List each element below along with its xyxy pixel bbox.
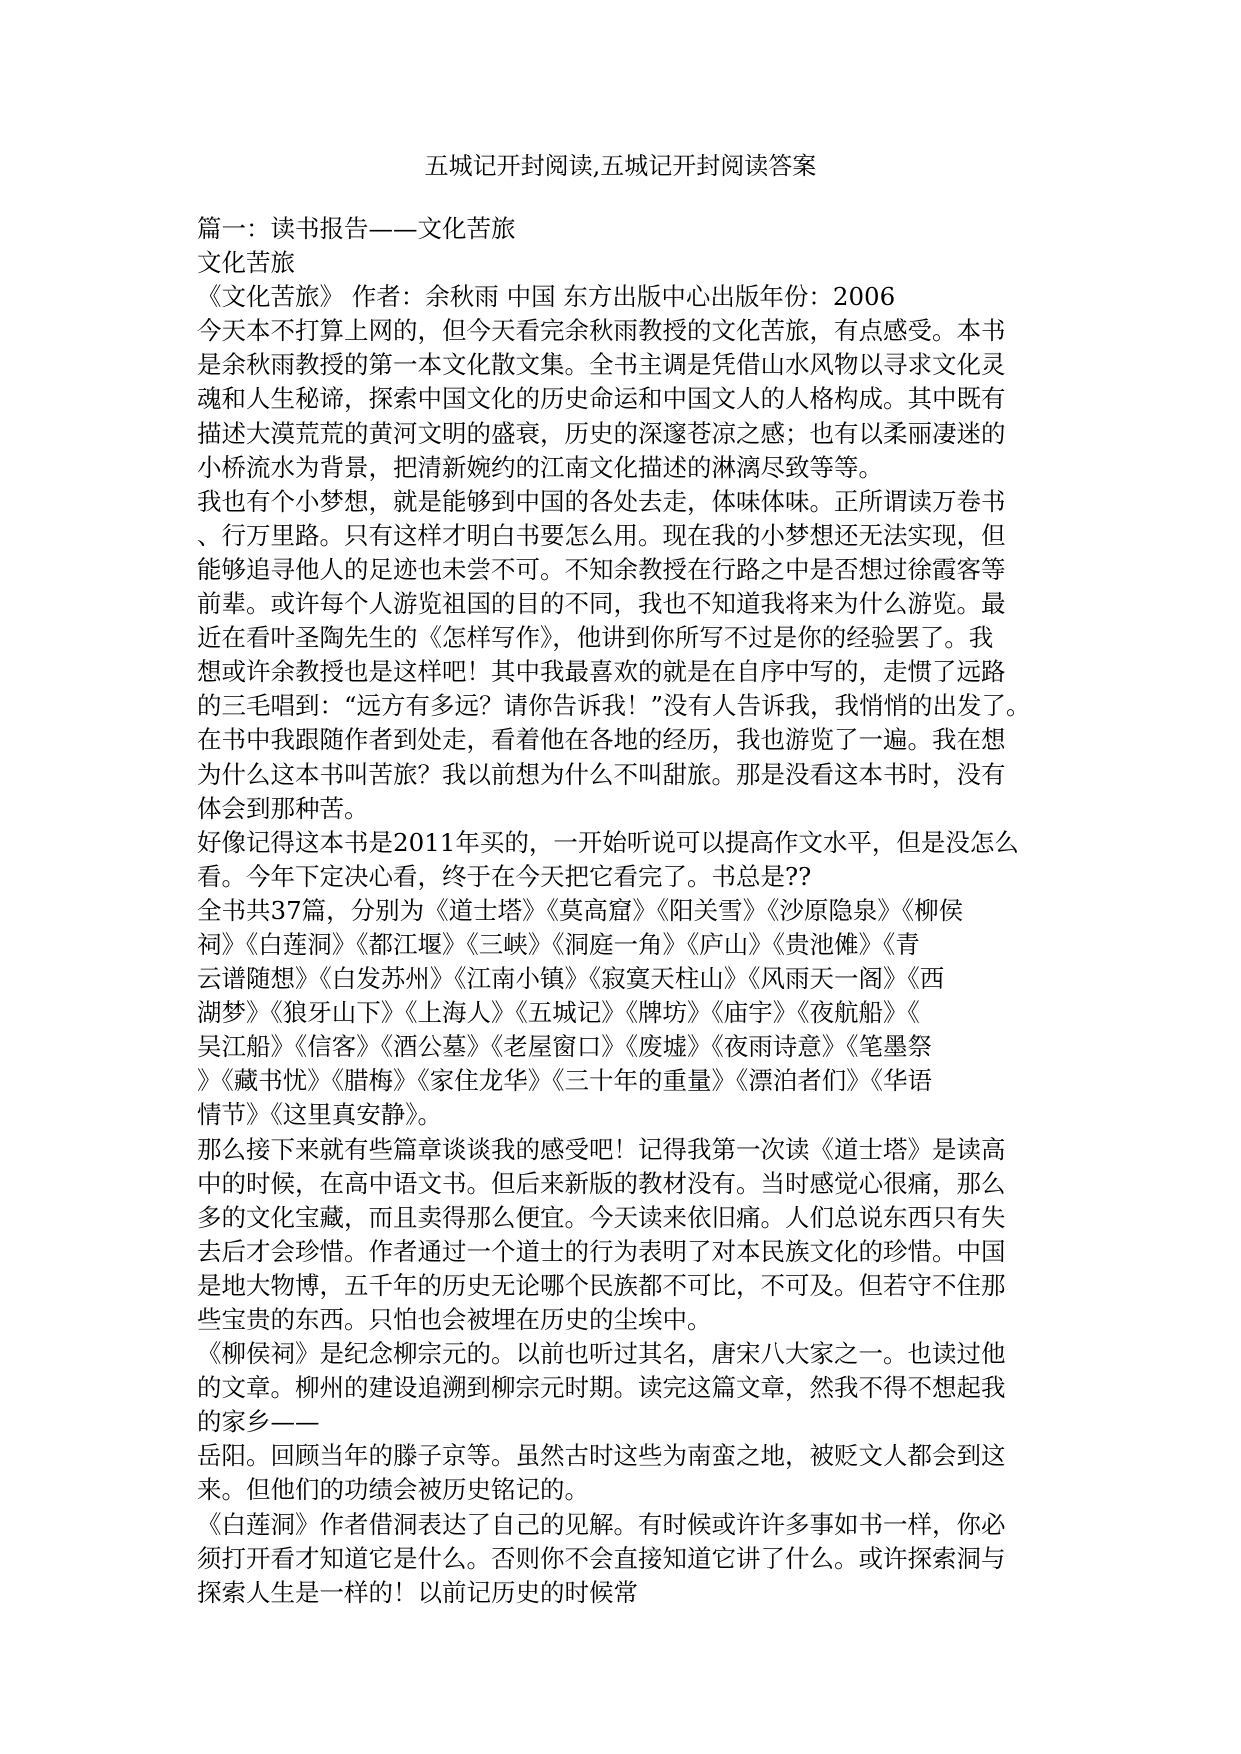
text-line: 全书共37篇，分别为《道士塔》《莫高窟》《阳关雪》《沙原隐泉》《柳侯 bbox=[197, 895, 964, 925]
text-line: 中的时候，在高中语文书。但后来新版的教材没有。当时感觉心很痛，那么 bbox=[197, 1168, 1006, 1198]
text-line: 》《藏书忧》《腊梅》《家住龙华》《三十年的重量》《漂泊者们》《华语 bbox=[197, 1066, 932, 1096]
text-line: 须打开看才知道它是什么。否则你不会直接知道它讲了什么。或许探索洞与 bbox=[197, 1543, 1006, 1573]
text-line: 是余秋雨教授的第一本文化散文集。全书主调是凭借山水风物以寻求文化灵 bbox=[197, 350, 1006, 380]
text-line: 为什么这本书叫苦旅？我以前想为什么不叫甜旅。那是没看这本书时，没有 bbox=[197, 759, 1006, 789]
text-line: 篇一：读书报告——文化苦旅 bbox=[197, 214, 516, 243]
text-line: 去后才会珍惜。作者通过一个道士的行为表明了对本民族文化的珍惜。中国 bbox=[197, 1236, 1006, 1266]
text-line: 情节》《这里真安静》。 bbox=[197, 1100, 442, 1130]
text-line: 今天本不打算上网的，但今天看完余秋雨教授的文化苦旅，有点感受。本书 bbox=[197, 316, 1006, 346]
text-line: 近在看叶圣陶先生的《怎样写作》，他讲到你所写不过是你的经验罢了。我 bbox=[197, 623, 994, 653]
text-line: 《柳侯祠》是纪念柳宗元的。以前也听过其名，唐宋八大家之一。也读过他 bbox=[197, 1339, 1006, 1369]
text-line: 的家乡—— bbox=[197, 1407, 320, 1437]
text-line: 云谱随想》《白发苏州》《江南小镇》《寂寞天柱山》《风雨天一阁》《西 bbox=[197, 964, 945, 994]
text-line: 《白莲洞》作者借洞表达了自己的见解。有时候或许许多事如书一样，你必 bbox=[197, 1509, 1006, 1539]
text-line: 我也有个小梦想，就是能够到中国的各处去走，体味体味。正所谓读万卷书 bbox=[197, 486, 1006, 516]
text-line: 湖梦》《狼牙山下》《上海人》《五城记》《牌坊》《庙宇》《夜航船》《 bbox=[197, 998, 920, 1028]
text-line: 的文章。柳州的建设追溯到柳宗元时期。读完这篇文章，然我不得不想起我 bbox=[197, 1373, 1006, 1403]
text-line: 那么接下来就有些篇章谈谈我的感受吧！记得我第一次读《道士塔》是读高 bbox=[197, 1134, 1006, 1164]
text-line: 好像记得这本书是2011年买的，一开始听说可以提高作文水平，但是没怎么 bbox=[197, 827, 1019, 857]
text-line: 小桥流水为背景，把清新婉约的江南文化描述的淋漓尽致等等。 bbox=[197, 452, 883, 482]
text-line: 探索人生是一样的！以前记历史的时候常 bbox=[197, 1577, 638, 1607]
text-line: 祠》《白莲洞》《都江堰》《三峡》《洞庭一角》《庐山》《贵池傩》《青 bbox=[197, 929, 920, 959]
text-line: 魂和人生秘谛，探索中国文化的历史命运和中国文人的人格构成。其中既有 bbox=[197, 384, 1006, 414]
text-line: 来。但他们的功绩会被历史铭记的。 bbox=[197, 1475, 589, 1505]
text-line: 、行万里路。只有这样才明白书要怎么用。现在我的小梦想还无法实现，但 bbox=[197, 520, 1006, 550]
text-line: 文化苦旅 bbox=[197, 248, 295, 278]
text-line: 岳阳。回顾当年的滕子京等。虽然古时这些为南蛮之地，被贬文人都会到这 bbox=[197, 1441, 1006, 1471]
document-body bbox=[197, 212, 1037, 1610]
text-line: 能够追寻他人的足迹也未尝不可。不知余教授在行路之中是否想过徐霞客等 bbox=[197, 554, 1006, 584]
text-line: 体会到那种苦。 bbox=[197, 793, 369, 823]
text-line: 想或许余教授也是这样吧！其中我最喜欢的就是在自序中写的，走惯了远路 bbox=[197, 657, 1006, 687]
text-line: 描述大漠荒荒的黄河文明的盛衰，历史的深邃苍凉之感；也有以柔丽凄迷的 bbox=[197, 418, 1006, 448]
text-line: 的三毛唱到：“远方有多远？请你告诉我！”没有人告诉我，我悄悄的出发了。 bbox=[197, 691, 1031, 721]
document-title: 五城记开封阅读,五城记开封阅读答案 bbox=[424, 152, 817, 180]
text-line: 前辈。或许每个人游览祖国的目的不同，我也不知道我将来为什么游览。最 bbox=[197, 589, 1006, 619]
text-line: 在书中我跟随作者到处走，看着他在各地的经历，我也游览了一遍。我在想 bbox=[197, 725, 1006, 755]
text-line: 吴江船》《信客》《酒公墓》《老屋窗口》《废墟》《夜雨诗意》《笔墨祭 bbox=[197, 1032, 932, 1062]
text-line: 是地大物博，五千年的历史无论哪个民族都不可比，不可及。但若守不住那 bbox=[197, 1270, 1006, 1300]
text-line: 《文化苦旅》 作者：余秋雨 中国 东方出版中心出版年份：2006 bbox=[197, 282, 896, 312]
text-line: 些宝贵的东西。只怕也会被埋在历史的尘埃中。 bbox=[197, 1305, 712, 1334]
text-line: 看。今年下定决心看，终于在今天把它看完了。书总是?? bbox=[197, 861, 812, 891]
text-line: 多的文化宝藏，而且卖得那么便宜。今天读来依旧痛。人们总说东西只有失 bbox=[197, 1202, 1006, 1232]
